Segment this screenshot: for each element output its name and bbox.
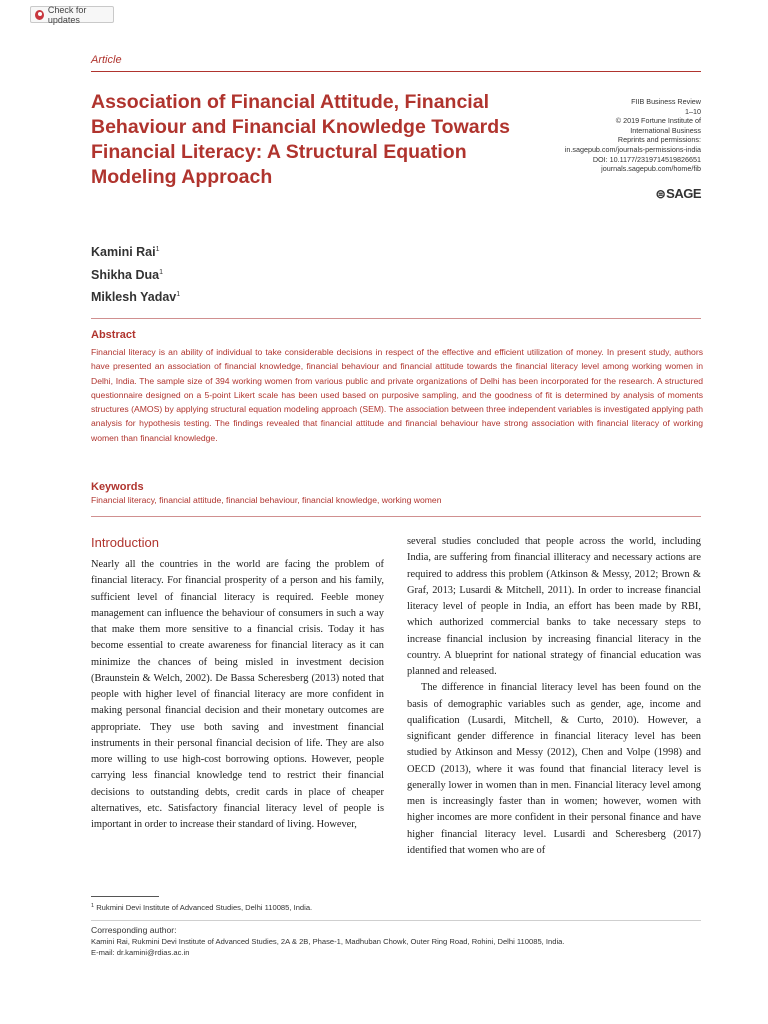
footnote-divider: [91, 896, 159, 897]
journal-name: FIIB Business Review: [631, 97, 701, 106]
author-affiliation-mark: 1: [155, 246, 160, 253]
article-type-label: Article: [91, 54, 122, 66]
reprints-label: Reprints and permissions:: [617, 135, 701, 145]
author-name: Shikha Dua: [91, 267, 160, 282]
keywords-list: Financial literacy, financial attitude, financial behaviour, financial knowledge, working women: [91, 495, 442, 505]
header-divider: [91, 71, 701, 72]
check-for-updates-label: Check for updates: [47, 4, 87, 25]
body-paragraph: The difference in financial literacy level has been found on the basis of demographic variables such as gender, age, income and qualification (Lusardi, Mitchell, & Curto, 2010). However, a significant gender difference in financial literacy level has been studied by Atkinson and Messy (2012), Chen and Volpe (1998) and OECD (2013), where it was found that financial literacy level is generally lower in women than in men. Financial literacy level among men is increasingly faster than in women; however, women with higher incomes are more confident in their personal finance and have higher financial literacy level. Lusardi and Scheresberg (2017) identified that women who are of: [407, 682, 701, 856]
reprints-link[interactable]: in.sagepub.com/journals-permissions-india: [564, 144, 701, 154]
author-affiliation-mark: 1: [176, 291, 181, 298]
check-updates-icon: [35, 10, 44, 20]
body-column-left: Nearly all the countries in the world are facing the problem of financial literacy. For financial prosperity of a person and his family, sufficient level of financial literacy is required. Feeble money management can influence the behaviour of consumers in such a way that make them more sensitive to a financial crisis. Today it has become essential to create awareness for financial literacy as it can minimize the chances of being misled in investment decision (Braunstein & Welch, 2002). De Bassa Scheresberg (2013) noted that people with higher level of financial literacy are more confident in making personal financial decision and their monetary outcomes are appropriate. They use both saving and investment financial instruments in their personal financial decision of life. They are also more willing to use high-cost borrowing options. However, people carrying less financial knowledge tend to restrict their financial decisions to outstanding debts, credit cards in place of cheaper alternatives, etc. Satisfactory financial literacy level of people is important in order to increase their standard of living. However,: [91, 559, 384, 830]
copyright-line: © 2019 Fortune Institute of: [615, 116, 701, 126]
journal-home-link[interactable]: journals.sagepub.com/home/fib: [601, 164, 701, 174]
author-affiliation-mark: 1: [159, 268, 163, 276]
abstract-body: Financial literacy is an ability of individual to take considerable decisions in respect of the effective and efficient utilization of money. In present study, authors have presented an association of financial knowledge, financial behaviour and financial attitude towards the financial literacy level among working women in Delhi, India. The sample size of 394 working women from various public and private organizations of Delhi has been incorporated for the research. A structured questionnaire designed on a 5-point Likert scale has been used based on purposive sampling, and the goodness of fit is determined by analysis of moments structures (AMOS) by applying structural equation modeling approach (SEM). The association between three independent variables is investigated applying path analysis for hypothesis testing. The findings revealed that financial attitude and financial behaviour have strong association with financial literacy of working women than financial knowledge.: [91, 347, 703, 443]
publisher-name: SAGE: [666, 186, 701, 201]
body-column-right: [407, 534, 701, 859]
author-name: Miklesh Yadav: [91, 290, 177, 304]
corresponding-author-address: Kamini Rai, Rukmini Devi Institute of Advanced Studies, 2A & 2B, Phase-1, Madhuban Chowk, Outer Ring Road, Rohini, Delhi 110085, India.: [91, 937, 565, 947]
sage-mark-icon: ⊜: [655, 187, 666, 201]
keywords-heading: Keywords: [91, 481, 144, 493]
keywords-divider: [91, 516, 701, 517]
sage-logo: [651, 186, 701, 201]
author-item: [91, 263, 180, 286]
corresponding-divider: [91, 920, 701, 921]
footnote-mark: 1: [91, 903, 95, 909]
page-range: 1–10: [685, 106, 701, 116]
corresponding-author-heading: Corresponding author:: [91, 925, 177, 935]
introduction-heading: Introduction: [91, 535, 159, 550]
paper-title: Association of Financial Attitude, Financial Behaviour and Financial Knowledge Towards Financial Literacy: A Structural Equation Modeling Approach: [91, 91, 510, 188]
body-paragraph: several studies concluded that people across the world, including India, are suffering from financial illiteracy and necessary actions are required to address this problem (Atkinson & Messy, 2012; Brown & Graf, 2013; Lusardi & Mitchell, 2011). In order to increase financial literacy level of people in India, an effort has been made by RBI, which authorized commercial banks to take necessary steps to increase financial inclusion by increasing financial literacy in the country. A blueprint for national strategy of financial education was planned and released.: [407, 536, 701, 677]
doi-line[interactable]: DOI: 10.1177/2319714519826651: [592, 154, 701, 164]
footnote-text: Rukmini Devi Institute of Advanced Studies, Delhi 110085, India.: [96, 903, 313, 912]
check-for-updates-badge[interactable]: [30, 6, 114, 23]
corresponding-author-block: [91, 925, 564, 959]
author-list: [91, 240, 180, 308]
affiliation-footnote: [91, 903, 312, 912]
author-name: Kamini Rai: [91, 245, 156, 259]
abstract-heading: Abstract: [91, 329, 136, 341]
publication-info: [520, 97, 701, 174]
corresponding-author-email[interactable]: E-mail: dr.kamini@rdias.ac.in: [91, 948, 190, 958]
author-item: [91, 240, 180, 263]
copyright-holder: International Business: [630, 125, 701, 135]
author-item: [91, 285, 180, 308]
abstract-divider: [91, 318, 701, 319]
